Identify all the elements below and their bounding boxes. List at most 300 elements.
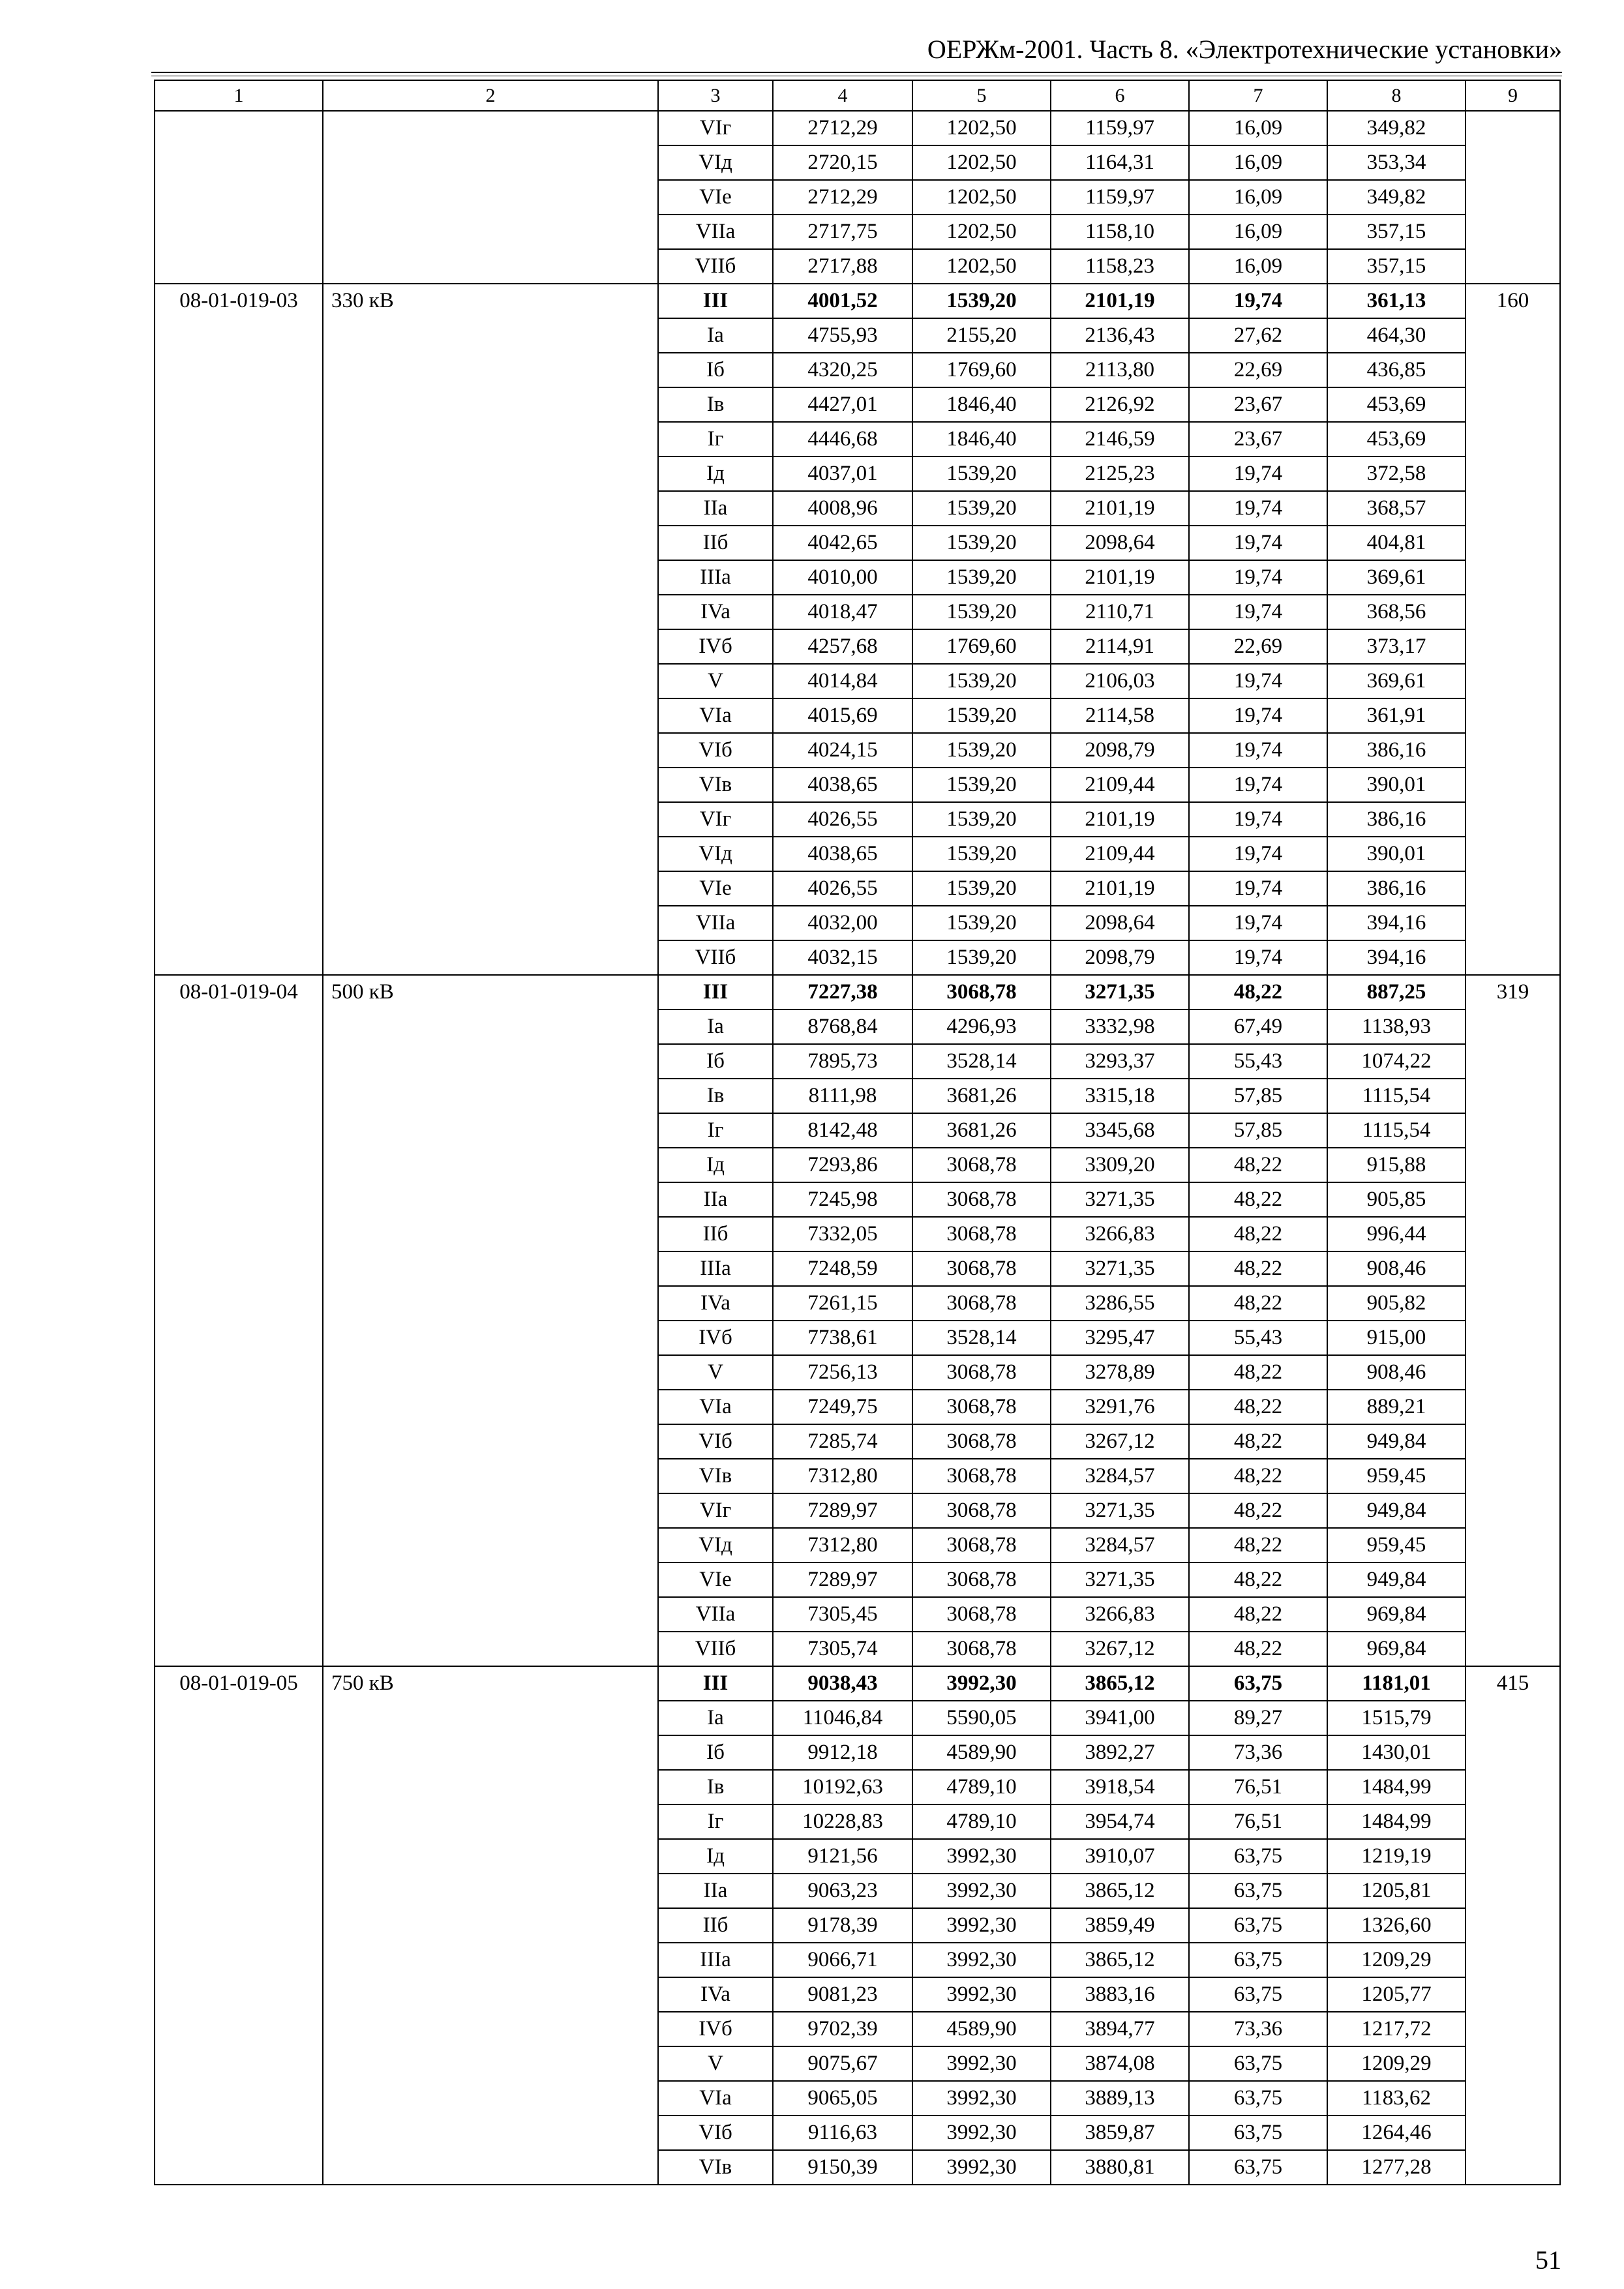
value-cell: 1539,20 (912, 871, 1051, 906)
col9-cell: 319 (1466, 975, 1560, 1666)
value-cell: 3271,35 (1051, 1563, 1189, 1597)
value-cell: 1219,19 (1327, 1839, 1466, 1874)
value-cell: 9912,18 (773, 1735, 912, 1770)
variant-cell: VIIa (658, 906, 773, 940)
value-cell: 1202,50 (912, 111, 1051, 145)
value-cell: 1430,01 (1327, 1735, 1466, 1770)
variant-cell: VIa (658, 2081, 773, 2116)
value-cell: 949,84 (1327, 1424, 1466, 1459)
value-cell: 9702,39 (773, 2012, 912, 2046)
variant-cell: Iг (658, 422, 773, 456)
value-cell: 3068,78 (912, 1597, 1051, 1632)
value-cell: 3068,78 (912, 1632, 1051, 1666)
variant-cell: VIг (658, 111, 773, 145)
value-cell: 1277,28 (1327, 2150, 1466, 2185)
value-cell: 4015,69 (773, 698, 912, 733)
value-cell: 1115,54 (1327, 1113, 1466, 1148)
value-cell: 1138,93 (1327, 1010, 1466, 1044)
column-number: 1 (155, 80, 323, 111)
value-cell: 2114,91 (1051, 629, 1189, 664)
value-cell: 73,36 (1189, 2012, 1327, 2046)
column-number: 7 (1189, 80, 1327, 111)
value-cell: 19,74 (1189, 768, 1327, 802)
value-cell: 3910,07 (1051, 1839, 1189, 1874)
value-cell: 3865,12 (1051, 1666, 1189, 1701)
value-cell: 19,74 (1189, 456, 1327, 491)
value-cell: 1209,29 (1327, 1943, 1466, 1977)
variant-cell: VIe (658, 180, 773, 215)
column-number: 5 (912, 80, 1051, 111)
value-cell: 7289,97 (773, 1563, 912, 1597)
variant-cell: IVa (658, 1286, 773, 1321)
value-cell: 2720,15 (773, 145, 912, 180)
value-cell: 887,25 (1327, 975, 1466, 1010)
variant-cell: IIa (658, 1874, 773, 1908)
variant-cell: III (658, 284, 773, 318)
value-cell: 8768,84 (773, 1010, 912, 1044)
value-cell: 1539,20 (912, 802, 1051, 837)
value-cell: 394,16 (1327, 906, 1466, 940)
value-cell: 3941,00 (1051, 1701, 1189, 1735)
value-cell: 3068,78 (912, 1251, 1051, 1286)
value-cell: 63,75 (1189, 1839, 1327, 1874)
value-cell: 1539,20 (912, 491, 1051, 526)
value-cell: 3992,30 (912, 1666, 1051, 1701)
value-cell: 3894,77 (1051, 2012, 1189, 2046)
variant-cell: VIд (658, 145, 773, 180)
value-cell: 386,16 (1327, 802, 1466, 837)
value-cell: 2098,79 (1051, 733, 1189, 768)
variant-cell: VIa (658, 1390, 773, 1424)
value-cell: 63,75 (1189, 1908, 1327, 1943)
value-cell: 404,81 (1327, 526, 1466, 560)
variant-cell: IIб (658, 1217, 773, 1251)
value-cell: 67,49 (1189, 1010, 1327, 1044)
value-cell: 7738,61 (773, 1321, 912, 1355)
value-cell: 48,22 (1189, 1597, 1327, 1632)
value-cell: 55,43 (1189, 1044, 1327, 1079)
value-cell: 2098,64 (1051, 906, 1189, 940)
value-cell: 48,22 (1189, 1182, 1327, 1217)
value-cell: 1202,50 (912, 215, 1051, 249)
value-cell: 2125,23 (1051, 456, 1189, 491)
variant-cell: V (658, 664, 773, 698)
value-cell: 2101,19 (1051, 560, 1189, 595)
value-cell: 7332,05 (773, 1217, 912, 1251)
value-cell: 1539,20 (912, 664, 1051, 698)
value-cell: 16,09 (1189, 215, 1327, 249)
value-cell: 7248,59 (773, 1251, 912, 1286)
variant-cell: III (658, 1666, 773, 1701)
variant-cell: VIв (658, 1459, 773, 1493)
value-cell: 2712,29 (773, 111, 912, 145)
variant-cell: IVб (658, 629, 773, 664)
value-cell: 349,82 (1327, 180, 1466, 215)
value-cell: 63,75 (1189, 2116, 1327, 2150)
value-cell: 8142,48 (773, 1113, 912, 1148)
value-cell: 3068,78 (912, 1355, 1051, 1390)
price-table (154, 80, 1561, 2185)
variant-cell: VIг (658, 802, 773, 837)
value-cell: 1846,40 (912, 422, 1051, 456)
value-cell: 3068,78 (912, 975, 1051, 1010)
col9-cell: 415 (1466, 1666, 1560, 2185)
column-number: 4 (773, 80, 912, 111)
value-cell: 3068,78 (912, 1424, 1051, 1459)
value-cell: 3992,30 (912, 2150, 1051, 2185)
variant-cell: IIIa (658, 1943, 773, 1977)
value-cell: 1539,20 (912, 698, 1051, 733)
value-cell: 1159,97 (1051, 111, 1189, 145)
value-cell: 453,69 (1327, 387, 1466, 422)
value-cell: 361,91 (1327, 698, 1466, 733)
value-cell: 369,61 (1327, 560, 1466, 595)
value-cell: 3865,12 (1051, 1943, 1189, 1977)
value-cell: 464,30 (1327, 318, 1466, 353)
code-cell: 08-01-019-03 (155, 284, 323, 975)
value-cell: 1183,62 (1327, 2081, 1466, 2116)
value-cell: 22,69 (1189, 353, 1327, 387)
value-cell: 48,22 (1189, 1424, 1327, 1459)
value-cell: 4755,93 (773, 318, 912, 353)
variant-cell: IVб (658, 2012, 773, 2046)
value-cell: 3267,12 (1051, 1632, 1189, 1666)
table-row (155, 111, 1560, 145)
variant-cell: Iд (658, 456, 773, 491)
value-cell: 63,75 (1189, 1977, 1327, 2012)
value-cell: 8111,98 (773, 1079, 912, 1113)
variant-cell: VIг (658, 1493, 773, 1528)
value-cell: 1539,20 (912, 560, 1051, 595)
column-number: 9 (1466, 80, 1560, 111)
value-cell: 2098,64 (1051, 526, 1189, 560)
value-cell: 1326,60 (1327, 1908, 1466, 1943)
value-cell: 373,17 (1327, 629, 1466, 664)
value-cell: 3992,30 (912, 1943, 1051, 1977)
value-cell: 1202,50 (912, 180, 1051, 215)
value-cell: 915,00 (1327, 1321, 1466, 1355)
value-cell: 1158,10 (1051, 215, 1189, 249)
value-cell: 48,22 (1189, 975, 1327, 1010)
value-cell: 949,84 (1327, 1493, 1466, 1528)
variant-cell: Iг (658, 1804, 773, 1839)
value-cell: 2136,43 (1051, 318, 1189, 353)
variant-cell: Iб (658, 1735, 773, 1770)
column-number-row (155, 80, 1560, 111)
value-cell: 1539,20 (912, 768, 1051, 802)
value-cell: 4010,00 (773, 560, 912, 595)
col9-cell (1466, 111, 1560, 284)
value-cell: 3883,16 (1051, 1977, 1189, 2012)
value-cell: 3266,83 (1051, 1597, 1189, 1632)
variant-cell: VIIб (658, 1632, 773, 1666)
col9-cell: 160 (1466, 284, 1560, 975)
variant-cell: VIe (658, 1563, 773, 1597)
value-cell: 1159,97 (1051, 180, 1189, 215)
variant-cell: VIIa (658, 215, 773, 249)
value-cell: 915,88 (1327, 1148, 1466, 1182)
value-cell: 3874,08 (1051, 2046, 1189, 2081)
value-cell: 19,74 (1189, 802, 1327, 837)
value-cell: 22,69 (1189, 629, 1327, 664)
value-cell: 1202,50 (912, 145, 1051, 180)
value-cell: 4026,55 (773, 871, 912, 906)
value-cell: 3267,12 (1051, 1424, 1189, 1459)
value-cell: 1539,20 (912, 284, 1051, 318)
value-cell: 2717,88 (773, 249, 912, 284)
variant-cell: Iб (658, 1044, 773, 1079)
column-number: 2 (323, 80, 658, 111)
value-cell: 2113,80 (1051, 353, 1189, 387)
value-cell: 1539,20 (912, 456, 1051, 491)
variant-cell: IVa (658, 595, 773, 629)
variant-cell: IIIa (658, 560, 773, 595)
value-cell: 3286,55 (1051, 1286, 1189, 1321)
value-cell: 19,74 (1189, 664, 1327, 698)
value-cell: 48,22 (1189, 1493, 1327, 1528)
value-cell: 386,16 (1327, 871, 1466, 906)
value-cell: 4042,65 (773, 526, 912, 560)
voltage-cell (323, 111, 658, 284)
variant-cell: Ia (658, 1701, 773, 1735)
value-cell: 3293,37 (1051, 1044, 1189, 1079)
value-cell: 57,85 (1189, 1079, 1327, 1113)
value-cell: 3892,27 (1051, 1735, 1189, 1770)
value-cell: 3068,78 (912, 1563, 1051, 1597)
value-cell: 57,85 (1189, 1113, 1327, 1148)
value-cell: 2146,59 (1051, 422, 1189, 456)
value-cell: 3992,30 (912, 2046, 1051, 2081)
value-cell: 1158,23 (1051, 249, 1189, 284)
value-cell: 1181,01 (1327, 1666, 1466, 1701)
variant-cell: IVa (658, 1977, 773, 2012)
value-cell: 7293,86 (773, 1148, 912, 1182)
value-cell: 4589,90 (912, 2012, 1051, 2046)
value-cell: 1205,77 (1327, 1977, 1466, 2012)
table-row-main (155, 975, 1560, 1010)
value-cell: 4024,15 (773, 733, 912, 768)
value-cell: 9066,71 (773, 1943, 912, 1977)
value-cell: 10192,63 (773, 1770, 912, 1804)
value-cell: 996,44 (1327, 1217, 1466, 1251)
value-cell: 949,84 (1327, 1563, 1466, 1597)
value-cell: 48,22 (1189, 1459, 1327, 1493)
value-cell: 3528,14 (912, 1044, 1051, 1079)
value-cell: 1539,20 (912, 940, 1051, 975)
value-cell: 3315,18 (1051, 1079, 1189, 1113)
value-cell: 9065,05 (773, 2081, 912, 2116)
value-cell: 27,62 (1189, 318, 1327, 353)
value-cell: 4789,10 (912, 1770, 1051, 1804)
value-cell: 2101,19 (1051, 802, 1189, 837)
value-cell: 63,75 (1189, 1943, 1327, 1977)
value-cell: 4789,10 (912, 1804, 1051, 1839)
variant-cell: V (658, 1355, 773, 1390)
variant-cell: VIIб (658, 249, 773, 284)
value-cell: 1217,72 (1327, 2012, 1466, 2046)
value-cell: 3291,76 (1051, 1390, 1189, 1424)
value-cell: 908,46 (1327, 1251, 1466, 1286)
value-cell: 16,09 (1189, 249, 1327, 284)
value-cell: 3681,26 (912, 1079, 1051, 1113)
value-cell: 5590,05 (912, 1701, 1051, 1735)
variant-cell: VIб (658, 2116, 773, 2150)
value-cell: 3345,68 (1051, 1113, 1189, 1148)
value-cell: 905,82 (1327, 1286, 1466, 1321)
value-cell: 4446,68 (773, 422, 912, 456)
variant-cell: III (658, 975, 773, 1010)
value-cell: 4018,47 (773, 595, 912, 629)
value-cell: 19,74 (1189, 284, 1327, 318)
value-cell: 3332,98 (1051, 1010, 1189, 1044)
value-cell: 3992,30 (912, 2116, 1051, 2150)
value-cell: 19,74 (1189, 698, 1327, 733)
value-cell: 1539,20 (912, 837, 1051, 871)
value-cell: 368,56 (1327, 595, 1466, 629)
value-cell: 4296,93 (912, 1010, 1051, 1044)
value-cell: 3992,30 (912, 1908, 1051, 1943)
value-cell: 4001,52 (773, 284, 912, 318)
value-cell: 1846,40 (912, 387, 1051, 422)
value-cell: 3284,57 (1051, 1528, 1189, 1563)
value-cell: 63,75 (1189, 2081, 1327, 2116)
variant-cell: Iг (658, 1113, 773, 1148)
value-cell: 48,22 (1189, 1217, 1327, 1251)
value-cell: 4257,68 (773, 629, 912, 664)
value-cell: 9075,67 (773, 2046, 912, 2081)
value-cell: 48,22 (1189, 1251, 1327, 1286)
value-cell: 4427,01 (773, 387, 912, 422)
value-cell: 3528,14 (912, 1321, 1051, 1355)
value-cell: 19,74 (1189, 906, 1327, 940)
value-cell: 7245,98 (773, 1182, 912, 1217)
value-cell: 1539,20 (912, 526, 1051, 560)
variant-cell: VIв (658, 768, 773, 802)
value-cell: 23,67 (1189, 387, 1327, 422)
value-cell: 3271,35 (1051, 1182, 1189, 1217)
value-cell: 2098,79 (1051, 940, 1189, 975)
value-cell: 3992,30 (912, 1839, 1051, 1874)
value-cell: 63,75 (1189, 2150, 1327, 2185)
value-cell: 9178,39 (773, 1908, 912, 1943)
value-cell: 3992,30 (912, 2081, 1051, 2116)
value-cell: 1769,60 (912, 353, 1051, 387)
variant-cell: Iв (658, 387, 773, 422)
column-number: 3 (658, 80, 773, 111)
value-cell: 3068,78 (912, 1182, 1051, 1217)
variant-cell: Iд (658, 1148, 773, 1182)
variant-cell: IIIa (658, 1251, 773, 1286)
value-cell: 1539,20 (912, 906, 1051, 940)
value-cell: 48,22 (1189, 1632, 1327, 1666)
value-cell: 357,15 (1327, 249, 1466, 284)
value-cell: 19,74 (1189, 837, 1327, 871)
value-cell: 436,85 (1327, 353, 1466, 387)
value-cell: 1769,60 (912, 629, 1051, 664)
variant-cell: Iв (658, 1079, 773, 1113)
value-cell: 3295,47 (1051, 1321, 1189, 1355)
value-cell: 349,82 (1327, 111, 1466, 145)
column-number: 6 (1051, 80, 1189, 111)
value-cell: 48,22 (1189, 1286, 1327, 1321)
variant-cell: V (658, 2046, 773, 2081)
value-cell: 4038,65 (773, 837, 912, 871)
value-cell: 7312,80 (773, 1459, 912, 1493)
value-cell: 16,09 (1189, 180, 1327, 215)
value-cell: 386,16 (1327, 733, 1466, 768)
value-cell: 1484,99 (1327, 1770, 1466, 1804)
value-cell: 4032,00 (773, 906, 912, 940)
value-cell: 3992,30 (912, 1874, 1051, 1908)
value-cell: 9121,56 (773, 1839, 912, 1874)
value-cell: 390,01 (1327, 837, 1466, 871)
value-cell: 3859,49 (1051, 1908, 1189, 1943)
value-cell: 16,09 (1189, 145, 1327, 180)
value-cell: 1074,22 (1327, 1044, 1466, 1079)
value-cell: 357,15 (1327, 215, 1466, 249)
header-rule (151, 72, 1562, 73)
value-cell: 7256,13 (773, 1355, 912, 1390)
table-row-main (155, 1666, 1560, 1701)
value-cell: 4037,01 (773, 456, 912, 491)
value-cell: 19,74 (1189, 491, 1327, 526)
value-cell: 3954,74 (1051, 1804, 1189, 1839)
value-cell: 3068,78 (912, 1286, 1051, 1321)
variant-cell: Iд (658, 1839, 773, 1874)
table-row-main (155, 284, 1560, 318)
value-cell: 63,75 (1189, 1666, 1327, 1701)
value-cell: 9081,23 (773, 1977, 912, 2012)
value-cell: 372,58 (1327, 456, 1466, 491)
value-cell: 16,09 (1189, 111, 1327, 145)
value-cell: 9150,39 (773, 2150, 912, 2185)
value-cell: 48,22 (1189, 1390, 1327, 1424)
variant-cell: IIa (658, 1182, 773, 1217)
value-cell: 969,84 (1327, 1597, 1466, 1632)
value-cell: 889,21 (1327, 1390, 1466, 1424)
value-cell: 11046,84 (773, 1701, 912, 1735)
value-cell: 1539,20 (912, 733, 1051, 768)
variant-cell: VIIa (658, 1597, 773, 1632)
variant-cell: VIв (658, 2150, 773, 2185)
value-cell: 19,74 (1189, 940, 1327, 975)
value-cell: 3068,78 (912, 1390, 1051, 1424)
value-cell: 76,51 (1189, 1770, 1327, 1804)
variant-cell: VIe (658, 871, 773, 906)
running-header: ОЕРЖм-2001. Часть 8. «Электротехнические установки» (927, 35, 1562, 64)
value-cell: 4320,25 (773, 353, 912, 387)
value-cell: 4038,65 (773, 768, 912, 802)
value-cell: 63,75 (1189, 1874, 1327, 1908)
value-cell: 48,22 (1189, 1563, 1327, 1597)
value-cell: 2106,03 (1051, 664, 1189, 698)
value-cell: 368,57 (1327, 491, 1466, 526)
value-cell: 2110,71 (1051, 595, 1189, 629)
value-cell: 3068,78 (912, 1217, 1051, 1251)
value-cell: 390,01 (1327, 768, 1466, 802)
value-cell: 2717,75 (773, 215, 912, 249)
value-cell: 361,13 (1327, 284, 1466, 318)
value-cell: 19,74 (1189, 871, 1327, 906)
value-cell: 7249,75 (773, 1390, 912, 1424)
value-cell: 63,75 (1189, 2046, 1327, 2081)
value-cell: 48,22 (1189, 1148, 1327, 1182)
value-cell: 3068,78 (912, 1528, 1051, 1563)
value-cell: 4026,55 (773, 802, 912, 837)
value-cell: 7285,74 (773, 1424, 912, 1459)
value-cell: 10228,83 (773, 1804, 912, 1839)
variant-cell: IIб (658, 1908, 773, 1943)
